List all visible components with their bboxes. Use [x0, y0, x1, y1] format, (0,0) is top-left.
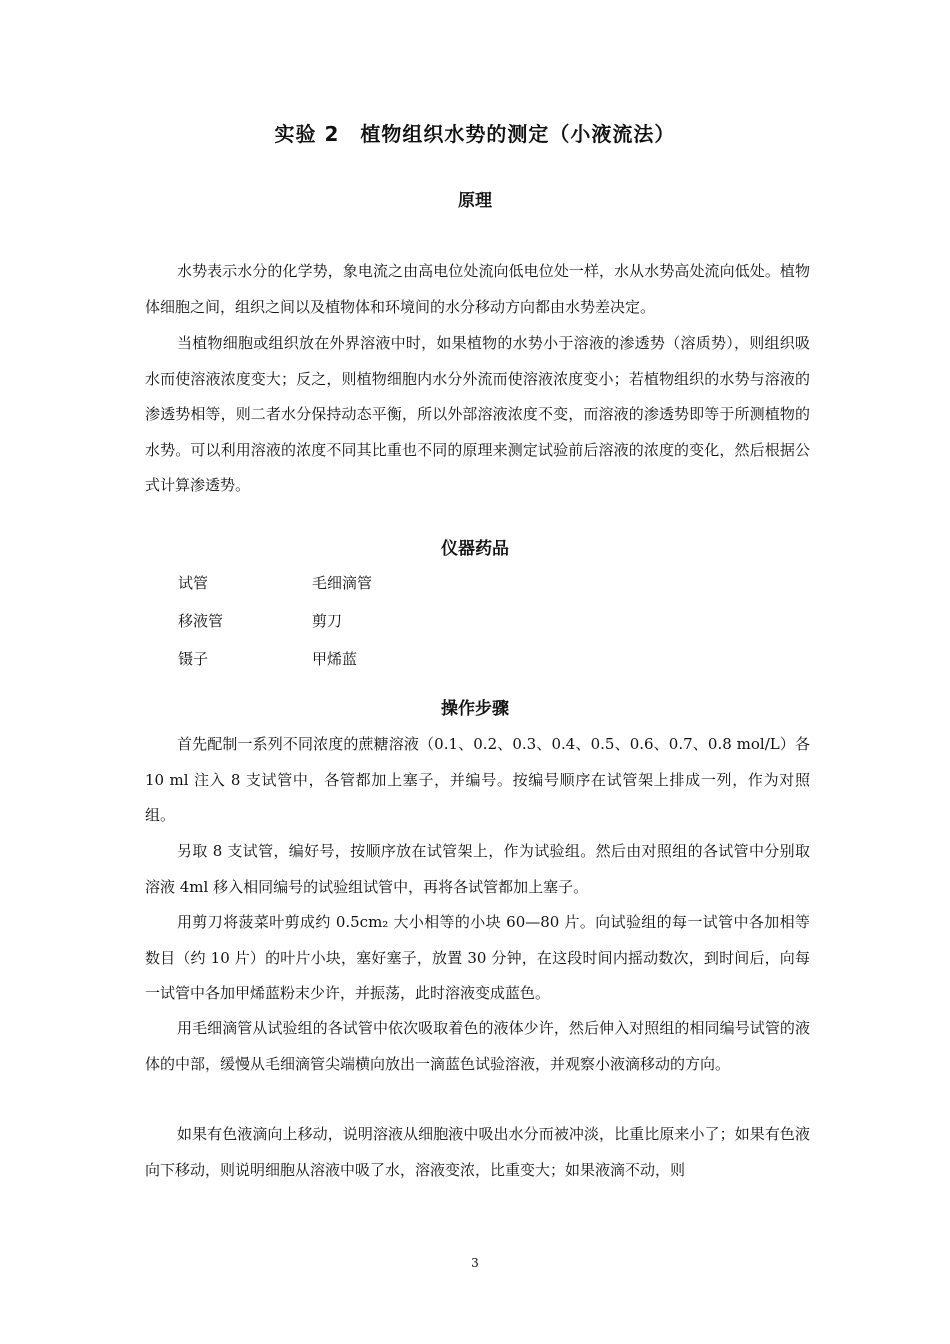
procedure-paragraph-3: 用剪刀将菠菜叶剪成约 0.5cm₂ 大小相等的小块 60—80 片。向试验组的每一试管中各加相等数目（约 10 片）的叶片小块，塞好塞子，放置 30 分钟，在这段时间内摇动数次，到时间后，向每一试管中各加甲烯蓝粉末少许，并振荡，此时溶液变成蓝色。	[145, 913, 810, 1002]
equipment-item: 剪刀	[312, 612, 343, 630]
page-number: 3	[471, 1256, 479, 1270]
principle-paragraph-1: 水势表示水分的化学势，象电流之由高电位处流向低电位处一样，水从水势高处流向低处。植物体细胞之间，组织之间以及植物体和环境间的水分移动方向都由水势差决定。	[145, 262, 810, 316]
document-title: 实验 2 植物组织水势的测定（小液流法）	[274, 122, 676, 146]
principle-paragraph-2: 当植物细胞或组织放在外界溶液中时，如果植物的水势小于溶液的渗透势（溶质势），则组织吸水而使溶液浓度变大；反之，则植物细胞内水分外流而使溶液浓度变小；若植物组织的水势与溶液的渗透势相等，则二者水分保持动态平衡，所以外部溶液浓度不变，而溶液的渗透势即等于所测植物的水势。可以利用溶液的浓度不同其比重也不同的原理来测定试验前后溶液的浓度的变化，然后根据公式计算渗透势。	[145, 334, 810, 494]
section-heading-equipment: 仪器药品	[441, 539, 509, 559]
procedure-paragraph-2: 另取 8 支试管，编好号，按顺序放在试管架上，作为试验组。然后由对照组的各试管中分别取溶液 4ml 移入相同编号的试验组试管中，再将各试管都加上塞子。	[145, 842, 810, 896]
section-heading-procedure: 操作步骤	[441, 699, 509, 719]
procedure-paragraph-5: 如果有色液滴向上移动，说明溶液从细胞液中吸出水分而被冲淡，比重比原来小了；如果有色液向下移动，则说明细胞从溶液中吸了水，溶液变浓，比重变大；如果液滴不动，则	[145, 1125, 810, 1179]
equipment-item: 试管	[178, 574, 209, 592]
equipment-item: 移液管	[178, 612, 224, 630]
procedure-paragraph-4: 用毛细滴管从试验组的各试管中依次吸取着色的液体少许，然后伸入对照组的相同编号试管的液体的中部，缓慢从毛细滴管尖端横向放出一滴蓝色试验溶液，并观察小液滴移动的方向。	[145, 1019, 810, 1073]
equipment-item: 毛细滴管	[312, 574, 373, 592]
procedure-paragraph-1: 首先配制一系列不同浓度的蔗糖溶液（0.1、0.2、0.3、0.4、0.5、0.6、0.7、0.8 mol/L）各 10 ml 注入 8 支试管中，各管都加上塞子，并编号。按编号顺序在试管架上排成一列，作为对照组。	[145, 735, 810, 824]
section-heading-principle: 原理	[458, 191, 492, 211]
equipment-item: 镊子	[178, 650, 209, 668]
equipment-item: 甲烯蓝	[312, 650, 358, 668]
